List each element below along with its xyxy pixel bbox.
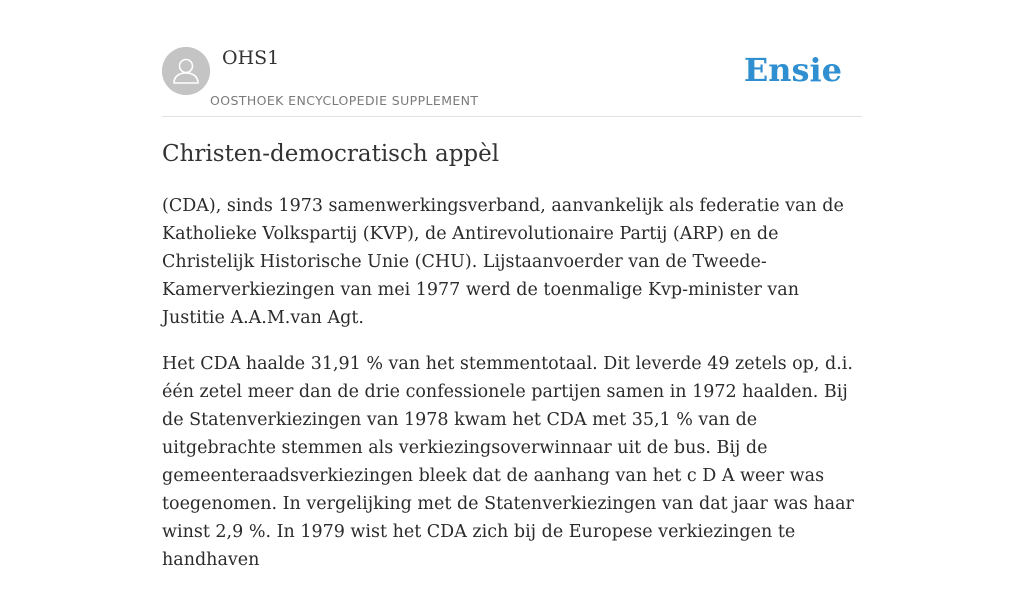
article-body (162, 192, 862, 592)
source-label[interactable]: OOSTHOEK ENCYCLOPEDIE SUPPLEMENT (210, 93, 479, 108)
author-name[interactable]: OHS1 (222, 47, 280, 69)
author-avatar[interactable] (162, 47, 210, 95)
user-icon (162, 47, 210, 95)
paragraph: (CDA), sinds 1973 samenwerkingsverband, aanvankelijk als federatie van de Katholieke Volkspartij (KVP), de Antirevolutionaire Partij (ARP) en de Christelijk Historische Unie (CHU). Lijstaanvoerder van de Tweede-Kamerverkiezingen van mei 1977 werd de toenmalige Kvp-minister van Justitie A.A.M.van Agt. (162, 196, 844, 328)
article-header (162, 0, 862, 117)
page-title: Christen-democratisch appèl (162, 141, 500, 167)
paragraph: Het CDA haalde 31,91 % van het stemmentotaal. Dit leverde 49 zetels op, d.i. één zetel meer dan de drie confessionele partijen samen in 1972 haalden. Bij de Statenverkiezingen van 1978 kwam het CDA met 35,1 % van de uitgebrachte stemmen als verkiezingsoverwinnaar uit de bus. Bij de gemeenteraadsverkiezingen bleek dat de aanhang van het c D A weer was toegenomen. In vergelijking met de Statenverkiezingen van dat jaar was haar winst 2,9 %. In 1979 wist het CDA zich bij de Europese verkiezingen te handhaven (162, 354, 854, 570)
brand-logo[interactable]: Ensie (743, 51, 842, 89)
